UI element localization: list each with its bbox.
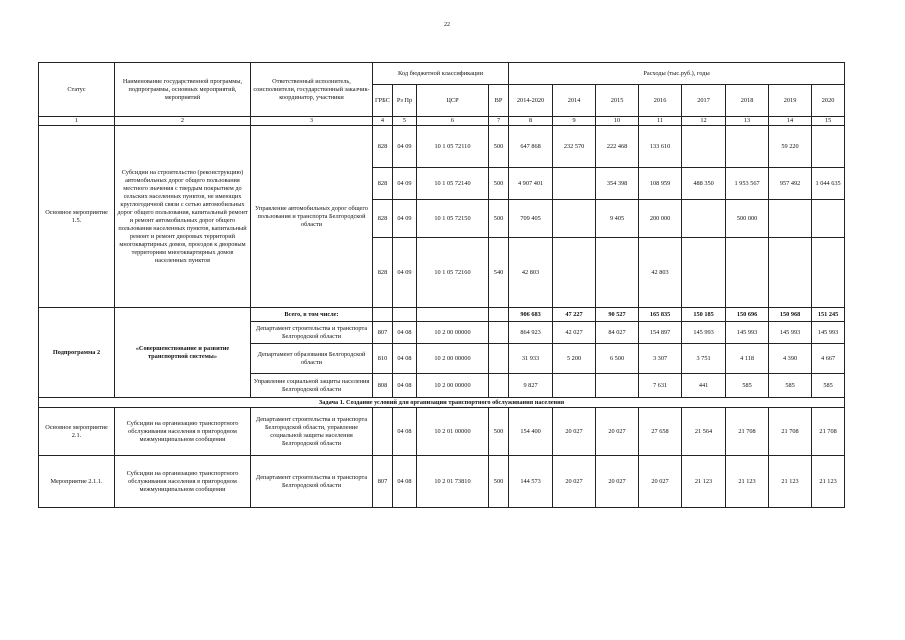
column-number: 7: [489, 117, 509, 126]
value-cell: 42 027: [553, 322, 596, 344]
value-cell: 222 468: [596, 126, 639, 168]
value-cell: 21 123: [682, 456, 726, 508]
value-cell: 154 400: [509, 408, 553, 456]
value-cell: 84 027: [596, 322, 639, 344]
value-cell: 150 968: [769, 308, 812, 322]
value-cell: [553, 374, 596, 398]
value-cell: 47 227: [553, 308, 596, 322]
column-number-row: [39, 117, 845, 126]
value-cell: 42 803: [639, 238, 682, 308]
value-cell: 27 658: [639, 408, 682, 456]
value-cell: 21 123: [769, 456, 812, 508]
value-cell: 20 027: [639, 456, 682, 508]
value-cell: 7 631: [639, 374, 682, 398]
csr-cell: 10 1 05 72160: [417, 238, 489, 308]
value-cell: 4 667: [812, 344, 845, 374]
header-year: 2020: [812, 85, 845, 117]
header-year: 2019: [769, 85, 812, 117]
total-label-cell: Всего, в том числе:: [251, 308, 373, 322]
column-number: 1: [39, 117, 115, 126]
value-cell: [812, 126, 845, 168]
value-cell: 20 027: [596, 456, 639, 508]
status-cell: Основное мероприятие 2.1.: [39, 408, 115, 456]
header-rzpr: Рз Пр: [393, 85, 417, 117]
value-cell: [553, 168, 596, 200]
header-year: 2015: [596, 85, 639, 117]
value-cell: 145 993: [769, 322, 812, 344]
header-year: 2014: [553, 85, 596, 117]
header-budget-code: Код бюджетной классификации: [373, 63, 509, 85]
header-grbs: ГРБС: [373, 85, 393, 117]
column-number: 10: [596, 117, 639, 126]
vr-cell: [489, 308, 509, 322]
responsible-cell: Управление социальной защиты населения Белгородской области: [251, 374, 373, 398]
rzpr-cell: 04 09: [393, 200, 417, 238]
value-cell: 165 835: [639, 308, 682, 322]
name-cell: Субсидии на организацию транспортного обслуживания населения в пригородном межмуниципальном сообщении: [115, 456, 251, 508]
grbs-cell: 807: [373, 456, 393, 508]
value-cell: 957 492: [769, 168, 812, 200]
value-cell: 906 683: [509, 308, 553, 322]
value-cell: 200 000: [639, 200, 682, 238]
vr-cell: 500: [489, 126, 509, 168]
grbs-cell: 807: [373, 322, 393, 344]
table-row: [39, 308, 845, 322]
vr-cell: [489, 344, 509, 374]
responsible-cell: Департамент строительства и транспорта Белгородской области: [251, 322, 373, 344]
csr-cell: 10 2 01 00000: [417, 408, 489, 456]
value-cell: 4 907 401: [509, 168, 553, 200]
task-row: [39, 398, 845, 408]
column-number: 6: [417, 117, 489, 126]
header-status: Статус: [39, 63, 115, 117]
value-cell: 20 027: [553, 456, 596, 508]
column-number: 8: [509, 117, 553, 126]
rzpr-cell: 04 09: [393, 238, 417, 308]
value-cell: 354 398: [596, 168, 639, 200]
name-cell: Субсидии на организацию транспортного обслуживания населения в пригородном межмуниципальном сообщении: [115, 408, 251, 456]
value-cell: [769, 238, 812, 308]
value-cell: [596, 374, 639, 398]
column-number: 15: [812, 117, 845, 126]
value-cell: 108 959: [639, 168, 682, 200]
value-cell: 20 027: [553, 408, 596, 456]
value-cell: 864 923: [509, 322, 553, 344]
rzpr-cell: 04 08: [393, 456, 417, 508]
value-cell: 145 993: [726, 322, 769, 344]
status-cell: Подпрограмма 2: [39, 308, 115, 398]
rzpr-cell: [393, 308, 417, 322]
rzpr-cell: 04 08: [393, 344, 417, 374]
value-cell: [682, 238, 726, 308]
csr-cell: 10 2 00 00000: [417, 374, 489, 398]
header-year: 2014-2020: [509, 85, 553, 117]
page-number: 22: [444, 22, 450, 28]
grbs-cell: [373, 408, 393, 456]
grbs-cell: 810: [373, 344, 393, 374]
header-year: 2017: [682, 85, 726, 117]
column-number: 14: [769, 117, 812, 126]
task-title: Задача 1. Создание условий для организации транспортного обслуживания населения: [39, 398, 845, 408]
value-cell: 585: [726, 374, 769, 398]
csr-cell: 10 1 05 72150: [417, 200, 489, 238]
column-number: 4: [373, 117, 393, 126]
value-cell: 585: [769, 374, 812, 398]
value-cell: 9 405: [596, 200, 639, 238]
grbs-cell: 808: [373, 374, 393, 398]
value-cell: [812, 238, 845, 308]
status-cell: Основное мероприятие 1.5.: [39, 126, 115, 308]
value-cell: [769, 200, 812, 238]
csr-cell: [417, 308, 489, 322]
value-cell: [553, 200, 596, 238]
rzpr-cell: 04 08: [393, 374, 417, 398]
csr-cell: 10 1 05 72110: [417, 126, 489, 168]
value-cell: 5 200: [553, 344, 596, 374]
value-cell: 500 000: [726, 200, 769, 238]
value-cell: 709 405: [509, 200, 553, 238]
vr-cell: 500: [489, 168, 509, 200]
header-year: 2018: [726, 85, 769, 117]
value-cell: 1 044 635: [812, 168, 845, 200]
rzpr-cell: 04 08: [393, 408, 417, 456]
table-row: [39, 408, 845, 456]
grbs-cell: [373, 308, 393, 322]
value-cell: 21 564: [682, 408, 726, 456]
value-cell: 31 933: [509, 344, 553, 374]
responsible-cell: Департамент образования Белгородской области: [251, 344, 373, 374]
column-number: 12: [682, 117, 726, 126]
value-cell: 4 390: [769, 344, 812, 374]
value-cell: 90 527: [596, 308, 639, 322]
column-number: 11: [639, 117, 682, 126]
table-row: [39, 126, 845, 168]
value-cell: 21 708: [726, 408, 769, 456]
value-cell: [812, 200, 845, 238]
value-cell: [726, 238, 769, 308]
value-cell: 6 500: [596, 344, 639, 374]
vr-cell: 500: [489, 408, 509, 456]
value-cell: 9 827: [509, 374, 553, 398]
value-cell: 144 573: [509, 456, 553, 508]
value-cell: 488 350: [682, 168, 726, 200]
vr-cell: [489, 374, 509, 398]
grbs-cell: 828: [373, 168, 393, 200]
header-csr: ЦСР: [417, 85, 489, 117]
value-cell: [553, 238, 596, 308]
column-number: 5: [393, 117, 417, 126]
value-cell: 21 123: [726, 456, 769, 508]
csr-cell: 10 1 05 72140: [417, 168, 489, 200]
value-cell: 4 118: [726, 344, 769, 374]
value-cell: 3 307: [639, 344, 682, 374]
header-vr: ВР: [489, 85, 509, 117]
column-number: 9: [553, 117, 596, 126]
value-cell: 441: [682, 374, 726, 398]
header-expenses: Расходы (тыс.руб.), годы: [509, 63, 845, 85]
value-cell: 232 570: [553, 126, 596, 168]
grbs-cell: 828: [373, 126, 393, 168]
status-cell: Мероприятие 2.1.1.: [39, 456, 115, 508]
column-number: 13: [726, 117, 769, 126]
value-cell: 151 245: [812, 308, 845, 322]
value-cell: 21 708: [769, 408, 812, 456]
vr-cell: 500: [489, 200, 509, 238]
value-cell: [726, 126, 769, 168]
responsible-cell: Департамент строительства и транспорта Белгородской области: [251, 456, 373, 508]
name-cell: «Совершенствование и развитие транспортной системы»: [115, 308, 251, 398]
vr-cell: [489, 322, 509, 344]
header-row-1: [39, 63, 845, 85]
value-cell: [596, 238, 639, 308]
header-year: 2016: [639, 85, 682, 117]
value-cell: 21 708: [812, 408, 845, 456]
rzpr-cell: 04 09: [393, 126, 417, 168]
column-number: 3: [251, 117, 373, 126]
table-row: [39, 456, 845, 508]
header-responsible: Ответственный исполнитель, соисполнители, государственный заказчик-координатор, участники: [251, 63, 373, 117]
value-cell: 150 185: [682, 308, 726, 322]
grbs-cell: 828: [373, 200, 393, 238]
value-cell: 647 868: [509, 126, 553, 168]
responsible-cell: Управление автомобильных дорог общего пользования и транспорта Белгородской области: [251, 126, 373, 308]
value-cell: 59 220: [769, 126, 812, 168]
value-cell: 1 953 567: [726, 168, 769, 200]
vr-cell: 500: [489, 456, 509, 508]
csr-cell: 10 2 00 00000: [417, 322, 489, 344]
csr-cell: 10 2 00 00000: [417, 344, 489, 374]
header-name: Наименование государственной программы, подпрограммы, основных мероприятий, мероприятий: [115, 63, 251, 117]
value-cell: 42 803: [509, 238, 553, 308]
vr-cell: 540: [489, 238, 509, 308]
value-cell: 20 027: [596, 408, 639, 456]
value-cell: 133 610: [639, 126, 682, 168]
value-cell: 3 751: [682, 344, 726, 374]
value-cell: 145 993: [812, 322, 845, 344]
name-cell: Субсидии на строительство (реконструкцию) автомобильных дорог общего пользования местного значения с твердым покрытием до сельских населенных пунктов, не имеющих круглогодичной связи с сетью автомобильных дорог общего пользования, капитальный ремонт и ремонт автомобильных дорог общего пользования населенных пунктов, капитальный ремонт и ремонт дворовых территорий многоквартирных домов, проездов к дворовым территориям многоквартирных домов населенных пунктов: [115, 126, 251, 308]
budget-table: [38, 62, 845, 508]
rzpr-cell: 04 09: [393, 168, 417, 200]
column-number: 2: [115, 117, 251, 126]
value-cell: 21 123: [812, 456, 845, 508]
value-cell: 150 696: [726, 308, 769, 322]
value-cell: 145 993: [682, 322, 726, 344]
value-cell: 585: [812, 374, 845, 398]
value-cell: 154 897: [639, 322, 682, 344]
rzpr-cell: 04 08: [393, 322, 417, 344]
value-cell: [682, 200, 726, 238]
value-cell: [682, 126, 726, 168]
csr-cell: 10 2 01 73810: [417, 456, 489, 508]
grbs-cell: 828: [373, 238, 393, 308]
responsible-cell: Департамент строительства и транспорта Белгородской области, управление социальной защиты населения Белгородской области: [251, 408, 373, 456]
